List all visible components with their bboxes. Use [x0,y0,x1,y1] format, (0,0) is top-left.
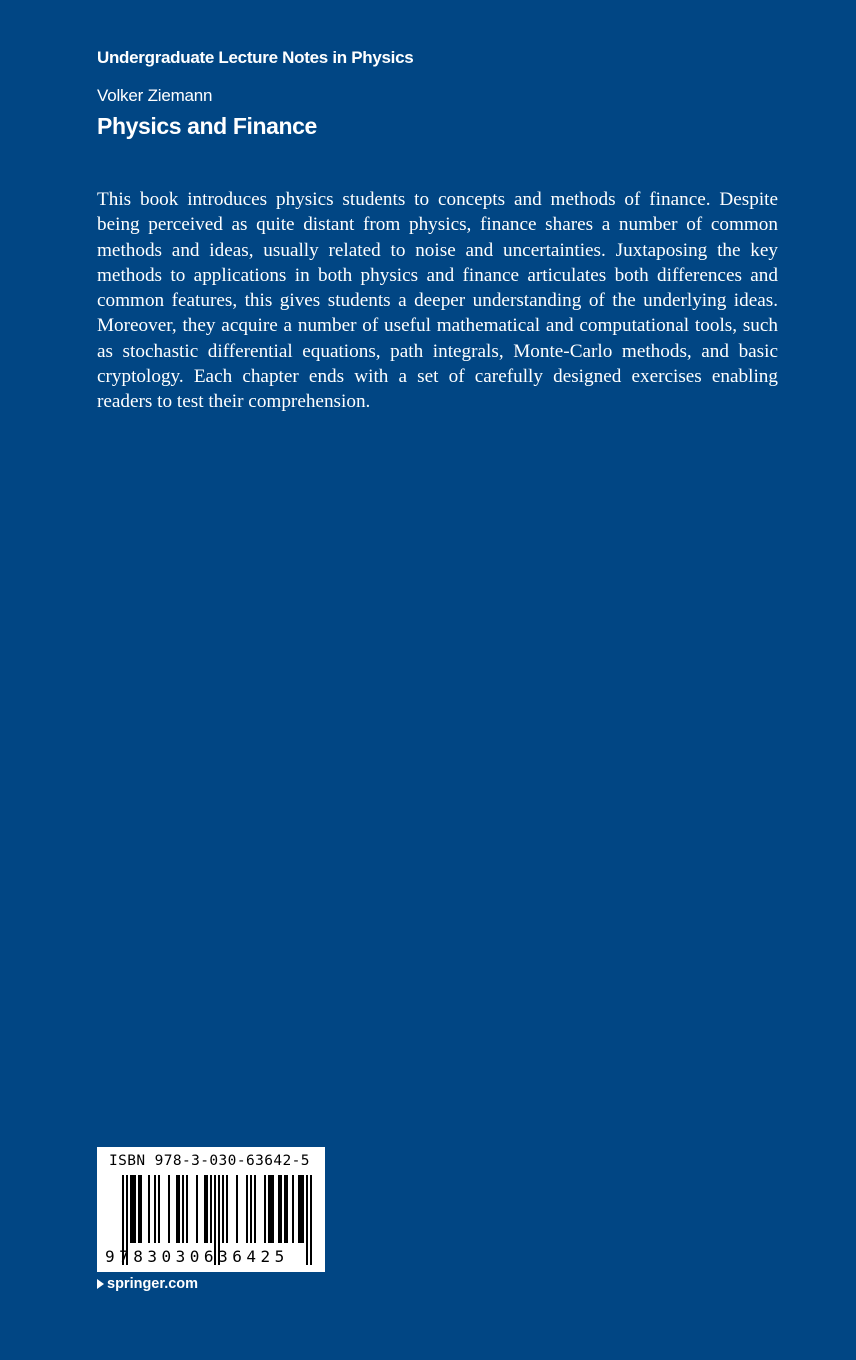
publisher-link-label: springer.com [107,1276,199,1292]
barcode-bar [236,1175,238,1243]
barcode-bar [140,1175,142,1243]
barcode-bar [284,1175,286,1243]
barcode-bar [264,1175,266,1243]
barcode-bar [204,1175,206,1243]
book-title: Physics and Finance [97,113,317,139]
barcode-bar [154,1175,156,1243]
barcode-bar [148,1175,150,1243]
barcode-bar [268,1175,270,1243]
publisher-link[interactable] [97,1276,198,1292]
isbn-barcode [97,1147,325,1272]
barcode-bar [246,1175,248,1243]
barcode-bar [132,1175,134,1243]
isbn-label: ISBN 978-3-030-63642-5 [109,1153,310,1169]
barcode-bar [292,1175,294,1243]
barcode-bar [278,1175,280,1243]
barcode-bar [286,1175,288,1243]
barcode-bar [272,1175,274,1243]
barcode-bar [250,1175,252,1243]
barcode-bar [182,1175,184,1243]
barcode-bar [130,1175,132,1243]
barcode-bar [300,1175,302,1243]
barcode-bar [222,1175,224,1243]
barcode-digits: 9783030636425 [105,1247,289,1266]
barcode-bar [186,1175,188,1243]
barcode-bar [178,1175,180,1243]
series-title: Undergraduate Lecture Notes in Physics [97,48,414,67]
barcode-bar [138,1175,140,1243]
barcode-bar [280,1175,282,1243]
barcode-bar [270,1175,272,1243]
barcode-bar [302,1175,304,1243]
author-name: Volker Ziemann [97,86,213,105]
barcode-bar [254,1175,256,1243]
triangle-right-icon [97,1279,104,1289]
book-description: This book introduces physics students to concepts and methods of finance. Despite being perceived as quite distant from physics, finance shares a number of common methods and ideas, usually related to noise and uncertainties. Juxtaposing the key methods to applications in both physics and finance articulates both differences and common features, this gives students a deeper understanding of the underlying ideas. Moreover, they acquire a number of useful mathematical and computational tools, such as stochastic differential equations, path integrals, Monte-Carlo methods, and basic cryptology. Each chapter ends with a set of carefully designed exercises enabling readers to test their comprehension. [97,189,778,413]
barcode-bar [226,1175,228,1243]
barcode-bar [176,1175,178,1243]
barcode-bar [134,1175,136,1243]
barcode-bar [298,1175,300,1243]
barcode-bar [210,1175,212,1243]
barcode-bar [168,1175,170,1243]
barcode-bar [206,1175,208,1243]
barcode-bar [158,1175,160,1243]
barcode-bar [196,1175,198,1243]
